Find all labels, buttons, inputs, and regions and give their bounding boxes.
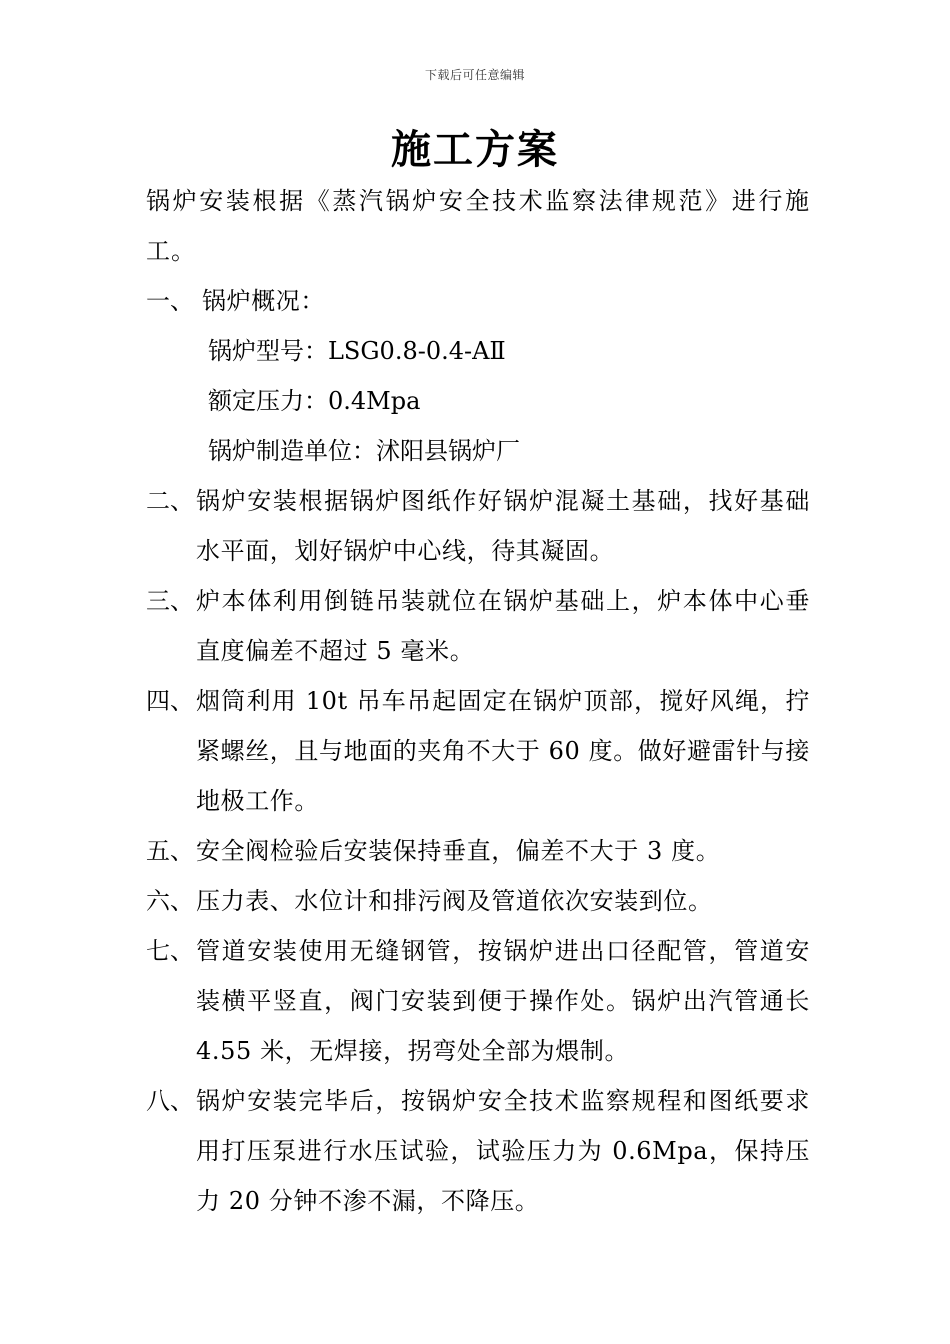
item-text: 管道安装使用无缝钢管，按锅炉进出口径配管，管道安装横平竖直，阀门安装到便于操作处。锅炉出汽管通长 4.55 米，无焊接，拐弯处全部为煨制。 — [196, 937, 810, 1065]
item-number: 六、 — [146, 887, 194, 915]
item-number: 三、 — [146, 587, 194, 615]
intro-paragraph: 锅炉安装根据《蒸汽锅炉安全技术监察法律规范》进行施工。 — [146, 187, 810, 265]
document-title: 施工方案 — [391, 126, 559, 173]
item-number: 七、 — [146, 937, 194, 965]
boiler-model: 锅炉型号：LSG0.8-0.4-AⅡ — [208, 337, 506, 365]
list-item — [146, 476, 810, 576]
item-number: 五、 — [146, 837, 194, 865]
rated-pressure: 额定压力：0.4Mpa — [208, 387, 421, 415]
list-item — [146, 676, 810, 826]
list-item — [146, 876, 810, 926]
list-item — [146, 576, 810, 676]
section-label: 锅炉概况： — [202, 287, 325, 315]
item-text: 锅炉安装完毕后，按锅炉安全技术监察规程和图纸要求用打压泵进行水压试验，试验压力为 0.6Mpa，保持压力 20 分钟不渗不漏，不降压。 — [196, 1087, 810, 1215]
section-1-heading — [146, 276, 810, 326]
item-text: 锅炉安装根据锅炉图纸作好锅炉混凝土基础，找好基础水平面，划好锅炉中心线，待其凝固。 — [196, 487, 810, 565]
list-item — [146, 926, 810, 1076]
list-item — [146, 1076, 810, 1226]
header-note: 下载后可任意编辑 — [424, 68, 525, 82]
list-item — [146, 826, 810, 876]
item-number: 四、 — [146, 687, 194, 715]
item-text: 安全阀检验后安装保持垂直，偏差不大于 3 度。 — [196, 837, 721, 865]
document-body — [146, 176, 810, 1226]
item-text: 烟筒利用 10t 吊车吊起固定在锅炉顶部，搅好风绳，拧紧螺丝，且与地面的夹角不大于 60 度。做好避雷针与接地极工作。 — [196, 687, 810, 815]
item-number: 八、 — [146, 1087, 194, 1115]
item-text: 炉本体利用倒链吊装就位在锅炉基础上，炉本体中心垂直度偏差不超过 5 毫米。 — [196, 587, 810, 665]
item-number: 二、 — [146, 487, 194, 515]
item-text: 压力表、水位计和排污阀及管道依次安装到位。 — [196, 887, 713, 915]
section-number: 一、 — [146, 287, 194, 315]
boiler-manufacturer: 锅炉制造单位：沭阳县锅炉厂 — [208, 437, 520, 465]
